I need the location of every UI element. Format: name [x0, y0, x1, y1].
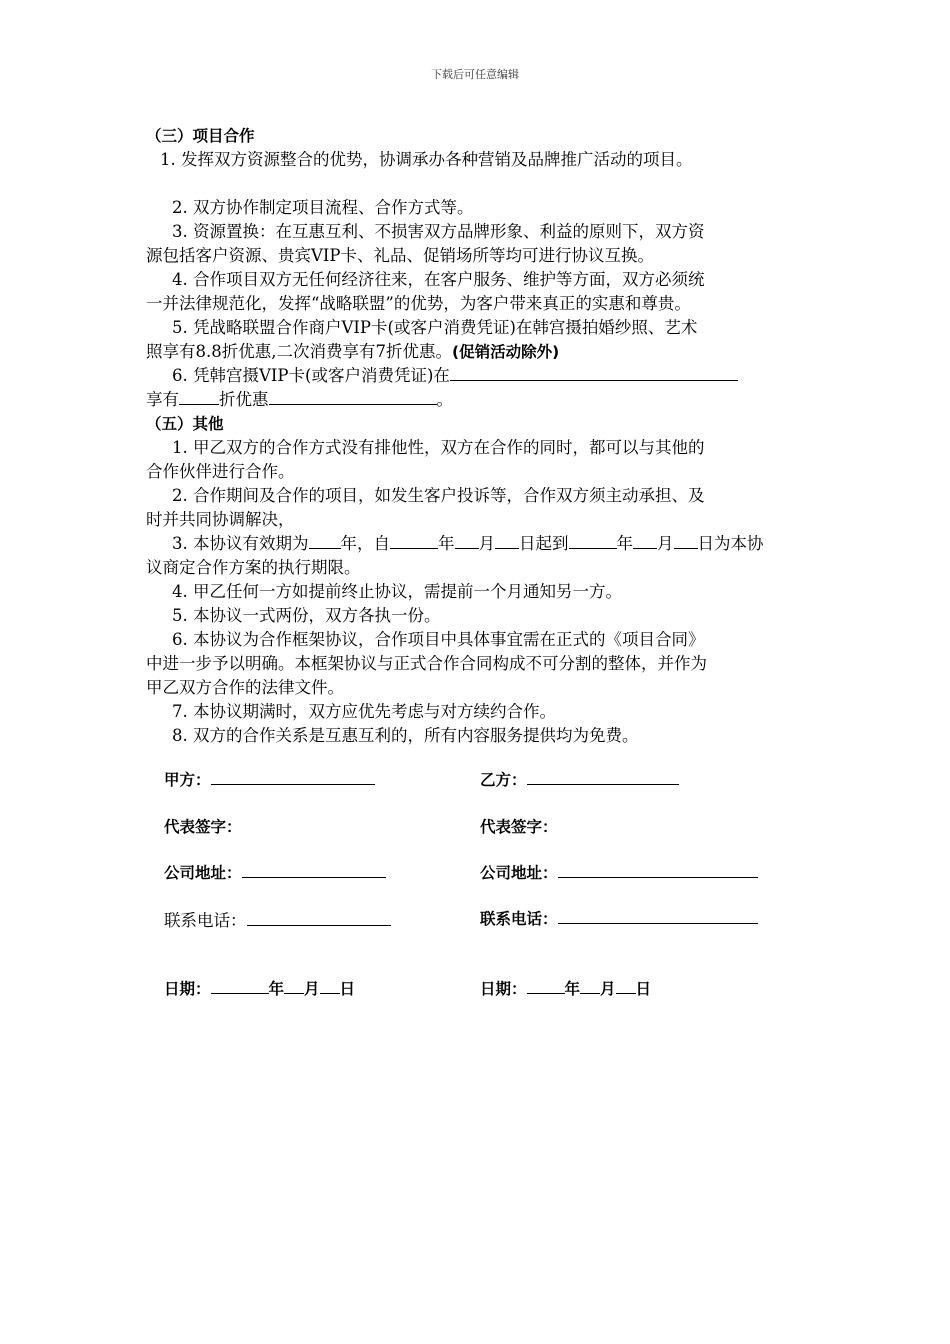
party-a-month-blank[interactable]	[284, 977, 304, 994]
promo-exclusion-note: (促销活动除外)	[451, 343, 560, 361]
party-b-row	[480, 768, 679, 790]
section-3-item-3: 3. 资源置换：在互惠互利、不损害双方品牌形象、利益的原则下，双方资	[172, 222, 705, 241]
validity-label: 3. 本协议有效期为	[172, 534, 309, 553]
until-label: 日起到	[519, 534, 569, 553]
party-b-phone-row	[480, 907, 758, 929]
party-b-rep-row	[480, 815, 558, 837]
party-b-address-label: 公司地址：	[480, 864, 558, 882]
party-a-phone-label: 联系电话：	[164, 911, 247, 930]
start-month-blank[interactable]	[455, 532, 479, 549]
party-a-rep-row	[164, 815, 242, 837]
party-b-day-unit: 日	[635, 980, 652, 998]
section-5-item-6-cont2: 甲乙双方合作的法律文件。	[146, 678, 344, 697]
party-b-year-unit: 年	[564, 980, 581, 998]
party-b-month-blank[interactable]	[580, 977, 600, 994]
section-3-item-5: 5. 凭战略联盟合作商户VIP卡(或客户消费凭证)在韩宫摄拍婚纱照、艺术	[172, 318, 698, 337]
party-a-day-unit: 日	[339, 980, 356, 998]
party-b-phone-label: 联系电话：	[480, 910, 558, 928]
section-3-item-4: 4. 合作项目双方无任何经济往来，在客户服务、维护等方面，双方必须统	[172, 270, 705, 289]
end-year-unit: 年	[616, 534, 633, 553]
party-b-day-blank[interactable]	[616, 977, 636, 994]
section-5-item-7: 7. 本协议期满时，双方应优先考虑与对方续约合作。	[172, 702, 556, 721]
from-label: 年，自	[340, 534, 390, 553]
section-3-item-4-cont: 一并法律规范化，发挥“战略联盟”的优势，为客户带来真正的实惠和尊贵。	[146, 294, 691, 313]
party-a-date-label: 日期：	[164, 980, 211, 998]
party-a-label: 甲方：	[164, 771, 211, 789]
party-a-year-unit: 年	[268, 980, 285, 998]
party-a-row	[164, 768, 375, 790]
section-5-item-4: 4. 甲乙任何一方如提前终止协议，需提前一个月通知另一方。	[172, 582, 622, 601]
page-header: 下载后可任意编辑	[431, 68, 519, 81]
start-month-unit: 月	[478, 534, 495, 553]
party-b-blank[interactable]	[527, 768, 679, 785]
party-a-rep-label: 代表签字：	[164, 818, 242, 836]
section-3-item-3-cont: 源包括客户资源、贵宾VIP卡、礼品、促销场所等均可进行协议互换。	[146, 246, 655, 265]
start-year-blank[interactable]	[390, 532, 438, 549]
party-b-address-row	[480, 861, 758, 883]
party-a-blank[interactable]	[211, 768, 375, 785]
section-3-item-6-cont	[146, 388, 453, 413]
discount-blank[interactable]	[179, 388, 219, 405]
party-b-year-blank[interactable]	[527, 977, 565, 994]
section-3-item-6-text: 6. 凭韩宫摄VIP卡(或客户消费凭证)在	[172, 366, 450, 385]
start-day-blank[interactable]	[495, 532, 519, 549]
section-5-item-6: 6. 本协议为合作框架协议，合作项目中具体事宜需在正式的《项目合同》	[172, 630, 705, 649]
merchant-name-blank[interactable]	[450, 364, 738, 381]
party-a-month-unit: 月	[304, 980, 320, 998]
discount-detail-blank[interactable]	[269, 388, 437, 405]
end-day-blank[interactable]	[674, 532, 698, 549]
section-5-item-1-cont: 合作伙伴进行合作。	[146, 462, 295, 481]
section-5-item-1: 1. 甲乙双方的合作方式没有排他性，双方在合作的同时，都可以与其他的	[172, 438, 705, 457]
section-3-item-1: 1. 发挥双方资源整合的优势，协调承办各种营销及品牌推广活动的项目。	[160, 150, 693, 169]
end-year-blank[interactable]	[569, 532, 617, 549]
party-b-address-blank[interactable]	[558, 861, 758, 878]
section-5-item-8: 8. 双方的合作关系是互惠互利的，所有内容服务提供均为免费。	[172, 726, 639, 745]
section-3-item-2: 2. 双方协作制定项目流程、合作方式等。	[172, 198, 474, 217]
party-a-year-blank[interactable]	[211, 977, 269, 994]
party-b-phone-blank[interactable]	[558, 907, 758, 924]
party-b-month-unit: 月	[600, 980, 616, 998]
end-day-tail: 日为本协	[697, 534, 764, 553]
end-month-blank[interactable]	[633, 532, 657, 549]
party-a-phone-blank[interactable]	[247, 909, 391, 926]
section-5-item-6-cont: 中进一步予以明确。本框架协议与正式合作合同构成不可分割的整体，并作为	[146, 654, 707, 673]
section-5-item-2-cont: 时并共同协调解决，	[146, 510, 295, 529]
party-a-day-blank[interactable]	[320, 977, 340, 994]
section-5-title: （五）其他	[146, 415, 224, 433]
party-a-address-row	[164, 861, 386, 883]
section-3-item-5-cont	[146, 340, 559, 365]
party-a-address-blank[interactable]	[242, 861, 386, 878]
party-b-label: 乙方：	[480, 771, 527, 789]
party-a-phone-row	[164, 907, 391, 931]
party-b-rep-label: 代表签字：	[480, 818, 558, 836]
section-5-item-2: 2. 合作期间及合作的项目，如发生客户投诉等，合作双方须主动承担、及	[172, 486, 705, 505]
party-b-date-row	[480, 977, 651, 999]
section-3-item-6	[172, 364, 738, 389]
party-a-address-label: 公司地址：	[164, 864, 242, 882]
section-5-item-3-cont: 议商定合作方案的执行期限。	[146, 558, 361, 577]
section-3-title: （三）项目合作	[146, 127, 255, 145]
period-label: 。	[436, 390, 453, 409]
discount-label: 折优惠	[219, 390, 269, 409]
section-3-item-5-text: 照享有8.8折优惠,二次消费享有7折优惠。	[146, 342, 452, 361]
enjoy-label: 享有	[146, 390, 179, 409]
party-b-date-label: 日期：	[480, 980, 527, 998]
end-month-unit: 月	[657, 534, 674, 553]
section-5-item-5: 5. 本协议一式两份，双方各执一份。	[172, 606, 441, 625]
party-a-date-row	[164, 977, 355, 999]
start-year-unit: 年	[438, 534, 455, 553]
years-blank[interactable]	[309, 532, 341, 549]
section-5-item-3	[172, 532, 764, 557]
